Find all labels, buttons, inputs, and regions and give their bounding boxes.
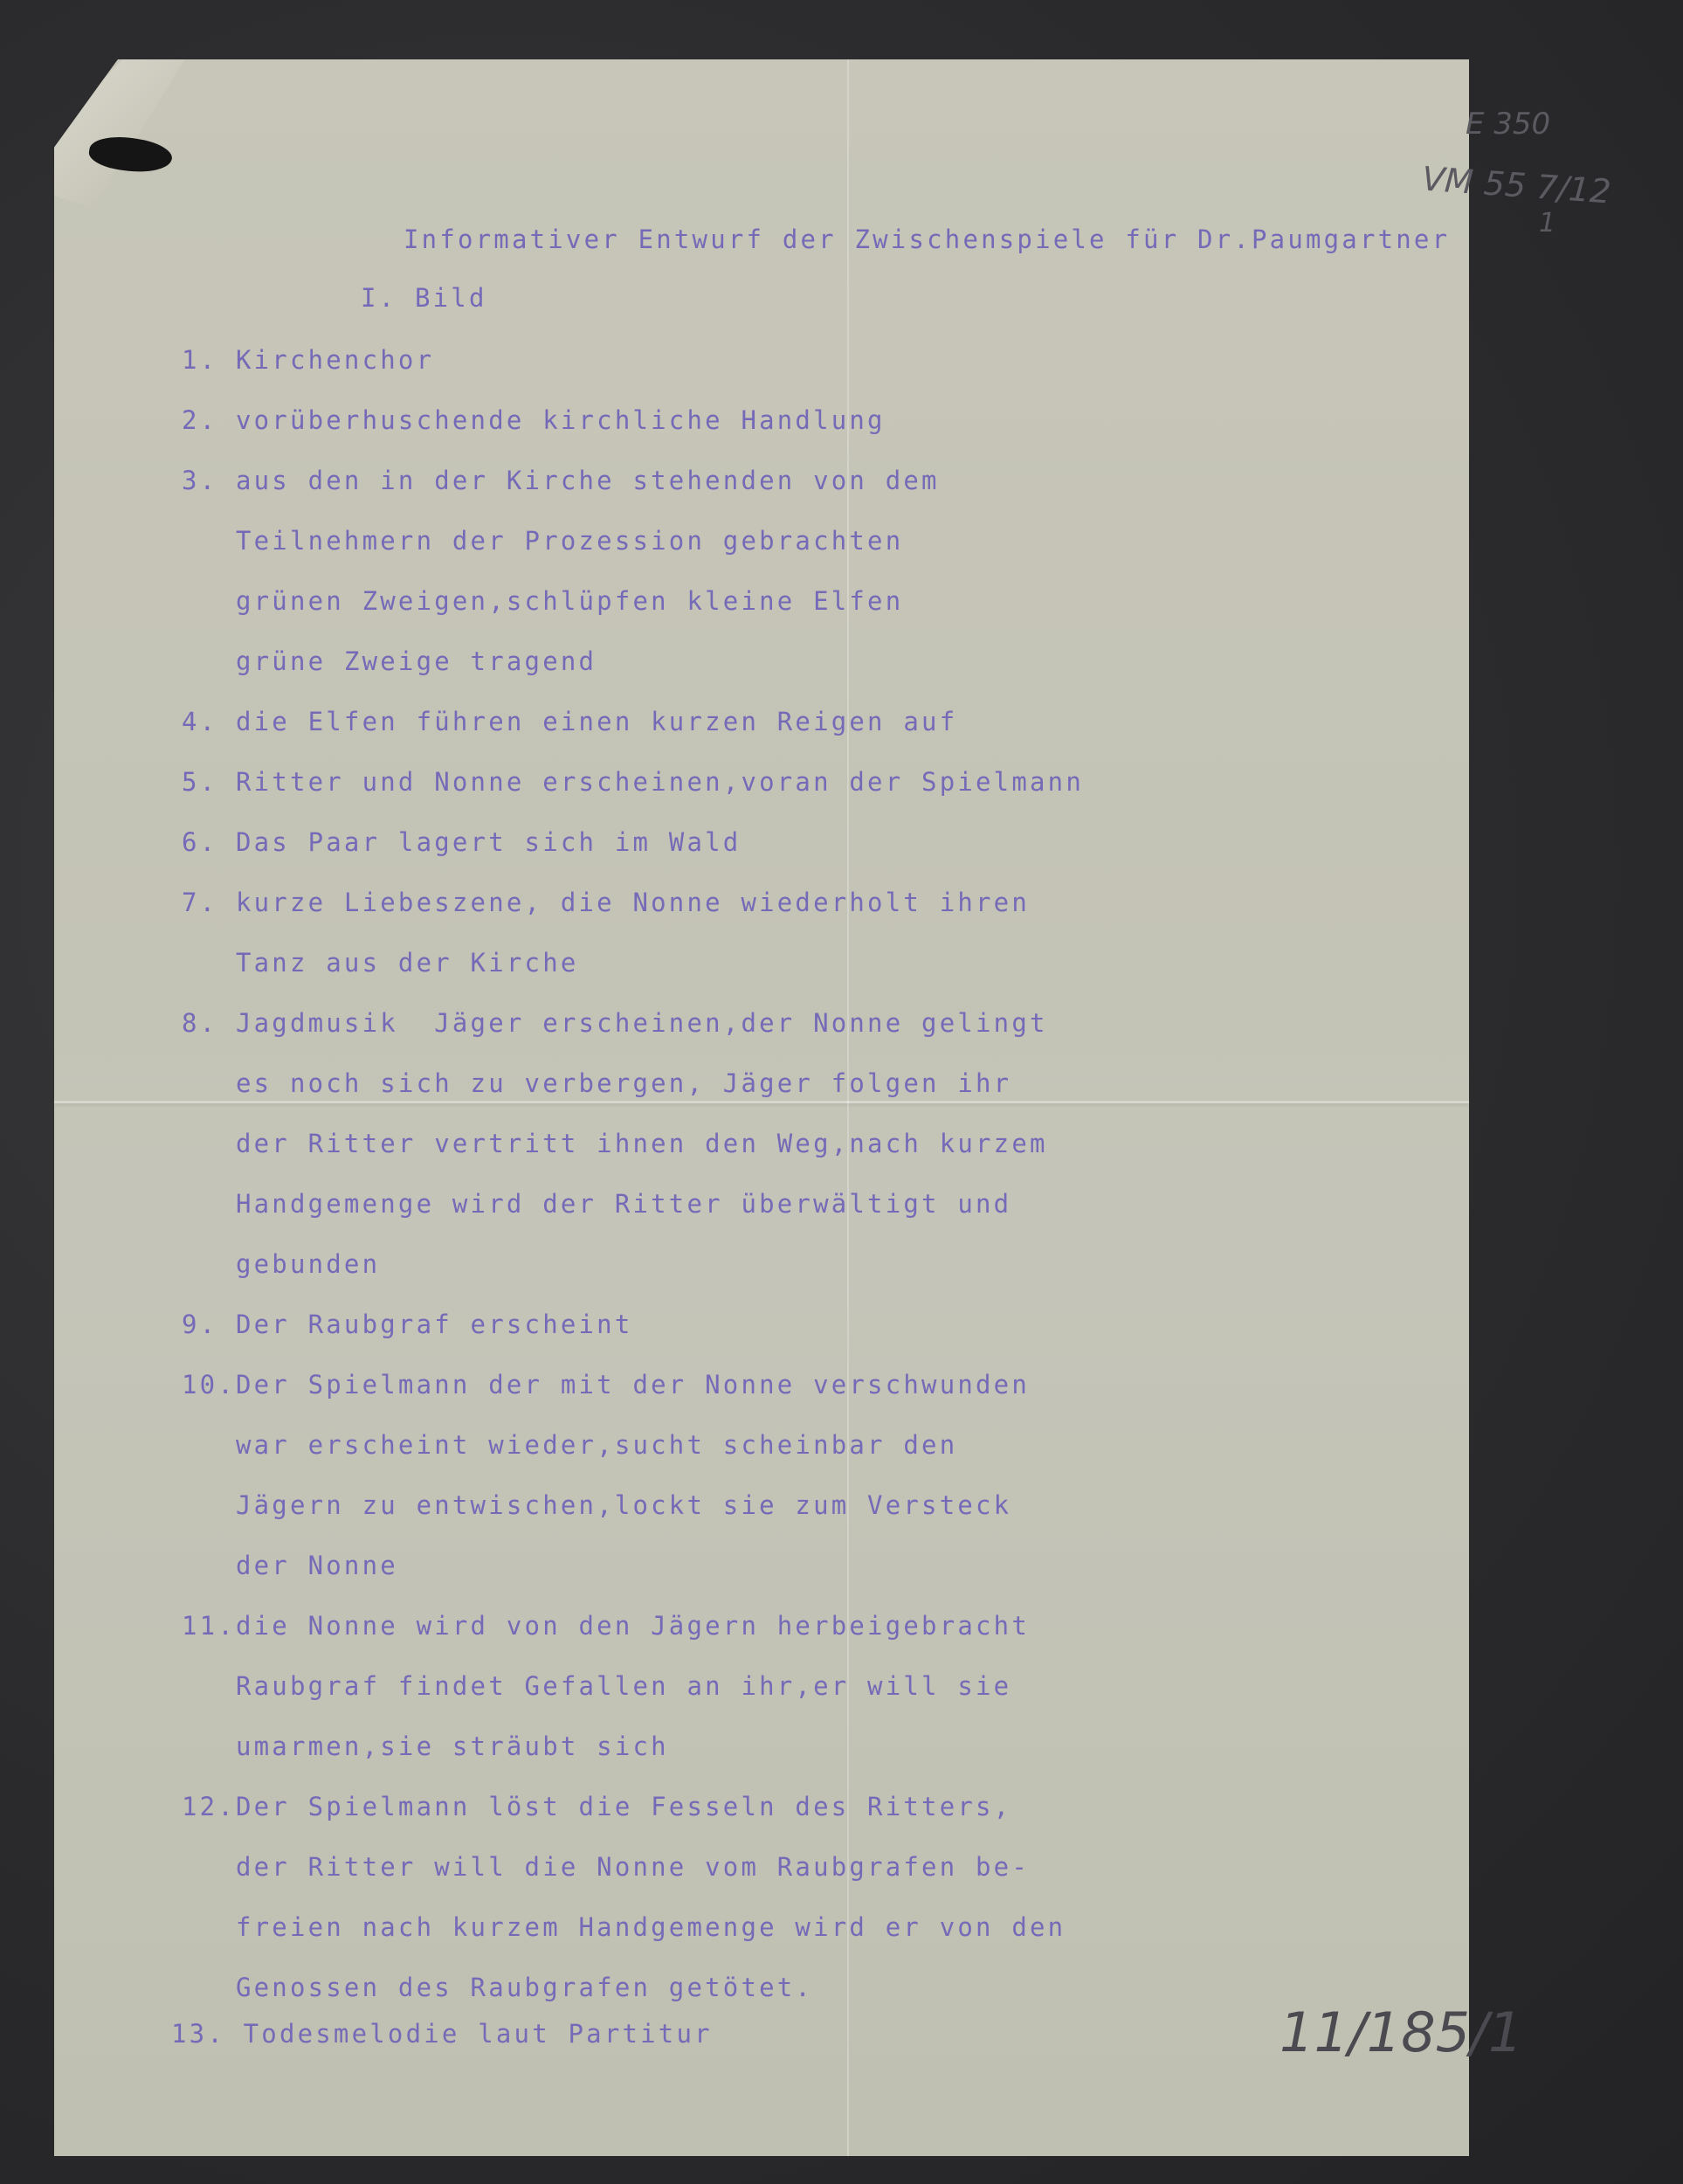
text-line: Teilnehmern der Prozession gebrachten: [182, 526, 904, 556]
document-title: Informativer Entwurf der Zwischenspiele für Dr.Paumgartner: [404, 225, 1451, 254]
text-line: grüne Zweige tragend: [182, 646, 597, 676]
archive-mark-vm: VM 55 7/12: [1420, 159, 1612, 211]
text-line: grünen Zweigen,schlüpfen kleine Elfen: [182, 586, 904, 616]
text-line: 12.Der Spielmann löst die Fesseln des Ritters,: [182, 1792, 1012, 1821]
text-line: 1. Kirchenchor: [182, 345, 435, 375]
text-line: 8. Jagdmusik Jäger erscheinen,der Nonne gelingt: [182, 1008, 1048, 1038]
text-line: Handgemenge wird der Ritter überwältigt und: [182, 1189, 1012, 1219]
text-line: der Nonne: [182, 1551, 398, 1580]
archive-mark-bottom: 11/185/1: [1279, 2001, 1523, 2064]
text-line: gebunden: [182, 1249, 381, 1279]
section-heading: I. Bild: [361, 283, 487, 313]
text-line: 3. aus den in der Kirche stehenden von dem: [182, 466, 940, 495]
text-line: 4. die Elfen führen einen kurzen Reigen auf: [182, 707, 958, 736]
archive-mark-e350: E 350: [1466, 107, 1551, 142]
text-line: 11.die Nonne wird von den Jägern herbeigebracht: [182, 1611, 1030, 1641]
text-line: 6. Das Paar lagert sich im Wald: [182, 827, 741, 857]
fold-line-vertical: [847, 59, 849, 2156]
text-line: 7. kurze Liebeszene, die Nonne wiederholt ihren: [182, 888, 1030, 917]
text-line: der Ritter will die Nonne vom Raubgrafen be-: [182, 1852, 1030, 1882]
text-line: freien nach kurzem Handgemenge wird er von den: [182, 1912, 1066, 1942]
text-line: 13. Todesmelodie laut Partitur: [171, 2019, 713, 2049]
text-line: es noch sich zu verbergen, Jäger folgen ihr: [182, 1068, 1012, 1098]
text-line: der Ritter vertritt ihnen den Weg,nach kurzem: [182, 1129, 1048, 1158]
text-line: Tanz aus der Kirche: [182, 948, 579, 978]
fold-line-horizontal: [54, 1101, 1469, 1103]
text-line: 10.Der Spielmann der mit der Nonne verschwunden: [182, 1370, 1030, 1400]
archive-mark-sub: 1: [1539, 208, 1556, 238]
text-line: 9. Der Raubgraf erscheint: [182, 1310, 633, 1339]
text-line: war erscheint wieder,sucht scheinbar den: [182, 1430, 958, 1460]
text-line: Raubgraf findet Gefallen an ihr,er will sie: [182, 1671, 1012, 1701]
text-line: Jägern zu entwischen,lockt sie zum Versteck: [182, 1490, 1012, 1520]
text-line: 5. Ritter und Nonne erscheinen,voran der Spielmann: [182, 767, 1084, 797]
text-line: umarmen,sie sträubt sich: [182, 1731, 669, 1761]
text-line: 2. vorüberhuschende kirchliche Handlung: [182, 405, 886, 435]
text-line: Genossen des Raubgrafen getötet.: [182, 1973, 814, 2002]
